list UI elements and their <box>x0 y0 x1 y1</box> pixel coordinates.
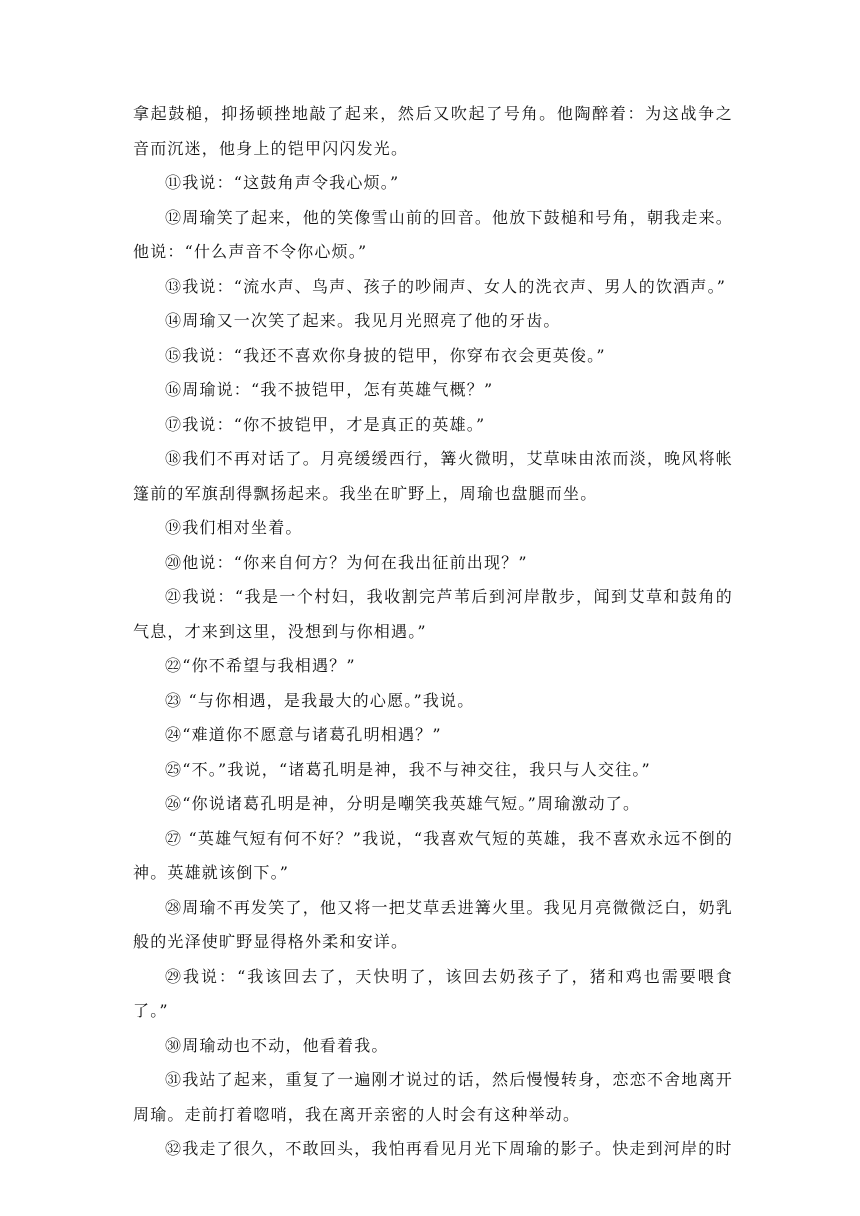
paragraph-24: ㉔“难道你不愿意与诸葛孔明相遇？” <box>165 725 442 744</box>
paragraph-19: ⑲我们相对坐着。 <box>165 518 303 537</box>
paragraph-28: ㉘周瑜不再发笑了，他又将一把艾草丢进篝火里。我见月亮微微泛白，奶乳般的光泽使旷野显得格外柔和安详。 <box>133 897 733 951</box>
paragraph-29: ㉙我说：“我该回去了，天快明了，该回去奶孩子了，猪和鸡也需要喂食了。” <box>133 966 733 1020</box>
paragraph-17: ⑰我说：“你不披铠甲，才是真正的英雄。” <box>165 414 486 434</box>
paragraph-15: ⑮我说：“我还不喜欢你身披的铠甲，你穿布衣会更英俊。” <box>165 345 606 365</box>
paragraph-20: ⑳他说：“你来自何方？为何在我出征前出现？” <box>165 552 528 572</box>
document-body <box>133 97 733 1167</box>
paragraph-27: ㉗ “英雄气短有何不好？”我说，“我喜欢气短的英雄，我不喜欢永远不倒的神。英雄就该倒下。” <box>133 828 733 882</box>
paragraph-22: ㉒“你不希望与我相遇？” <box>165 656 356 675</box>
paragraph-25: ㉕“不。”我说，“诸葛孔明是神，我不与神交往，我只与人交往。” <box>165 759 651 779</box>
paragraph-continuation: 拿起鼓槌，抑扬顿挫地敲了起来，然后又吹起了号角。他陶醉着：为这战争之音而沉迷，他身上的铠甲闪闪发光。 <box>133 104 733 158</box>
paragraph-11: ⑪我说：“这鼓角声令我心烦。” <box>165 173 400 192</box>
paragraph-26: ㉖“你说诸葛孔明是神，分明是嘲笑我英雄气短。”周瑜激动了。 <box>165 794 641 813</box>
paragraph-21: ㉑我说：“我是一个村妇，我收割完芦苇后到河岸散步，闻到艾草和鼓角的气息，才来到这里，没想到与你相遇。” <box>133 587 733 641</box>
paragraph-23: ㉓ “与你相遇，是我最大的心愿。”我说。 <box>165 690 475 710</box>
paragraph-14: ⑭周瑜又一次笑了起来。我见月光照亮了他的牙齿。 <box>165 311 561 330</box>
paragraph-12: ⑫周瑜笑了起来，他的笑像雪山前的回音。他放下鼓槌和号角，朝我走来。他说：“什么声音不令你心烦。” <box>133 207 733 261</box>
paragraph-18: ⑱我们不再对话了。月亮缓缓西行，篝火微明，艾草味由浓而淡，晚风将帐篷前的军旗刮得飘扬起来。我坐在旷野上，周瑜也盘腿而坐。 <box>133 449 733 503</box>
paragraph-30: ㉚周瑜动也不动，他看着我。 <box>165 1035 389 1055</box>
paragraph-13: ⑬我说：“流水声、鸟声、孩子的吵闹声、女人的洗衣声、男人的饮酒声。” <box>165 276 727 296</box>
paragraph-32: ㉜我走了很久，不敢回头，我怕再看见月光下周瑜的影子。快走到河岸的时 <box>165 1139 733 1158</box>
paragraph-16: ⑯周瑜说：“我不披铠甲，怎有英雄气概？” <box>165 380 494 399</box>
paragraph-31: ㉛我站了起来，重复了一遍刚才说过的话，然后慢慢转身，恋恋不舍地离开周瑜。走前打着唿哨，我在离开亲密的人时会有这种举动。 <box>133 1070 733 1124</box>
